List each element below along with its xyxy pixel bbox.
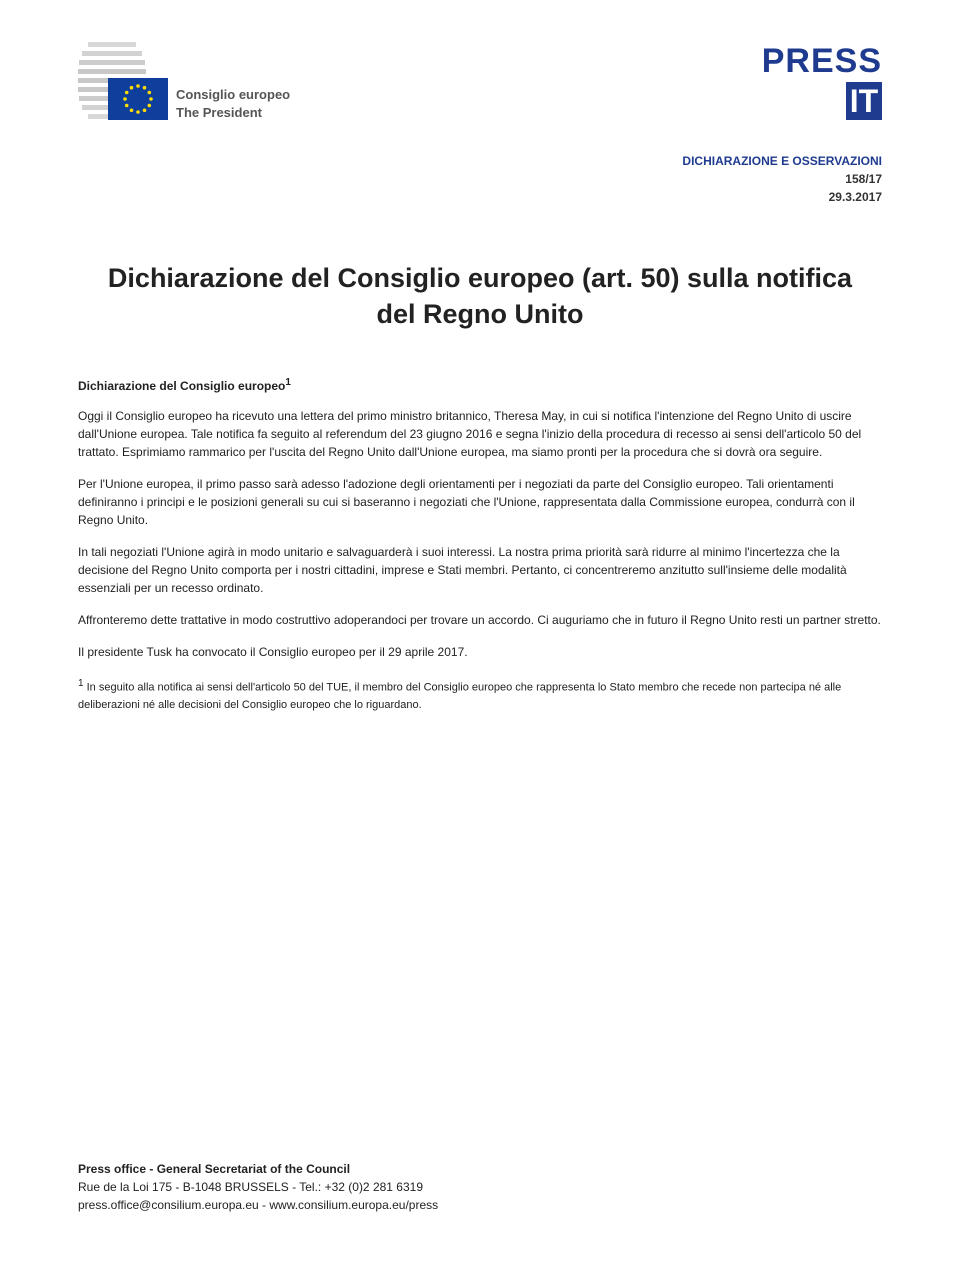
press-label: PRESS: [761, 42, 882, 80]
footnote-marker: 1: [78, 678, 84, 689]
logo-line-2: The President: [176, 105, 262, 120]
footnote-text: In seguito alla notifica ai sensi dell'articolo 50 del TUE, il membro del Consiglio europeo che rappresenta lo Stato membro che recede non partecipa né alle deliberazioni né alle decisioni del Consiglio europeo che lo riguardano.: [78, 681, 842, 711]
page-title: Dichiarazione del Consiglio europeo (art. 50) sulla notifica del Regno Unito: [107, 263, 853, 329]
document-category: DICHIARAZIONE E OSSERVAZIONI: [682, 154, 882, 168]
document-date: 29.3.2017: [828, 190, 882, 204]
paragraph: Affronteremo dette trattative in modo costruttivo adoperandoci per trovare un accordo. Ci auguriamo che in futuro il Regno Unito resti un partner stretto.: [78, 613, 881, 627]
heading-footnote-marker: 1: [285, 377, 291, 388]
press-badge: [762, 44, 882, 120]
eu-flag-icon: [108, 78, 168, 120]
footer-office: Press office - General Secretariat of the Council: [78, 1162, 351, 1176]
paragraph: Oggi il Consiglio europeo ha ricevuto una lettera del primo ministro britannico, Theresa May, in cui si notifica l'intenzione del Regno Unito di uscire dall'Unione europea. Tale notifica fa seguito al referendum del 23 giugno 2016 e segna l'inizio della procedura di recesso ai sensi dell'articolo 50 del trattato. Esprimiamo rammarico per l'uscita del Regno Unito dall'Unione europea, ma siamo pronti per la procedura che si dovrà ora seguire.: [78, 409, 862, 459]
document-number: 158/17: [845, 172, 882, 186]
document-meta: [682, 152, 882, 206]
page-footer: [78, 1160, 438, 1214]
footer-address: Rue de la Loi 175 - B-1048 BRUSSELS - Tel.: +32 (0)2 281 6319: [78, 1180, 423, 1194]
paragraph: Per l'Unione europea, il primo passo sarà adesso l'adozione degli orientamenti per i negoziati da parte del Consiglio europeo. Tali orientamenti definiranno i principi e le posizioni generali su cui si baseranno i negoziati che l'Unione, rappresentata dalla Commissione europea, condurrà con il Regno Unito.: [78, 477, 855, 527]
footer-contact: press.office@consilium.europa.eu - www.consilium.europa.eu/press: [78, 1198, 439, 1212]
paragraph: In tali negoziati l'Unione agirà in modo unitario e salvaguarderà i suoi interessi. La nostra prima priorità sarà ridurre al minimo l'incertezza che la decisione del Regno Unito comporta per i nostri cittadini, imprese e Stati membri. Pertanto, ci concentreremo anzitutto sull'insieme delle modalità essenziali per un recesso ordinato.: [78, 545, 847, 595]
logo-line-1: Consiglio europeo: [176, 87, 291, 102]
section-heading-text: Dichiarazione del Consiglio europeo: [78, 379, 286, 393]
document-body: [78, 374, 886, 714]
language-code-badge: IT: [846, 82, 882, 120]
section-heading: [78, 374, 886, 395]
paragraph: Il presidente Tusk ha convocato il Consiglio europeo per il 29 aprile 2017.: [78, 645, 468, 659]
logo-text: [176, 86, 290, 122]
council-logo: [78, 40, 338, 126]
footnote: [78, 675, 886, 714]
